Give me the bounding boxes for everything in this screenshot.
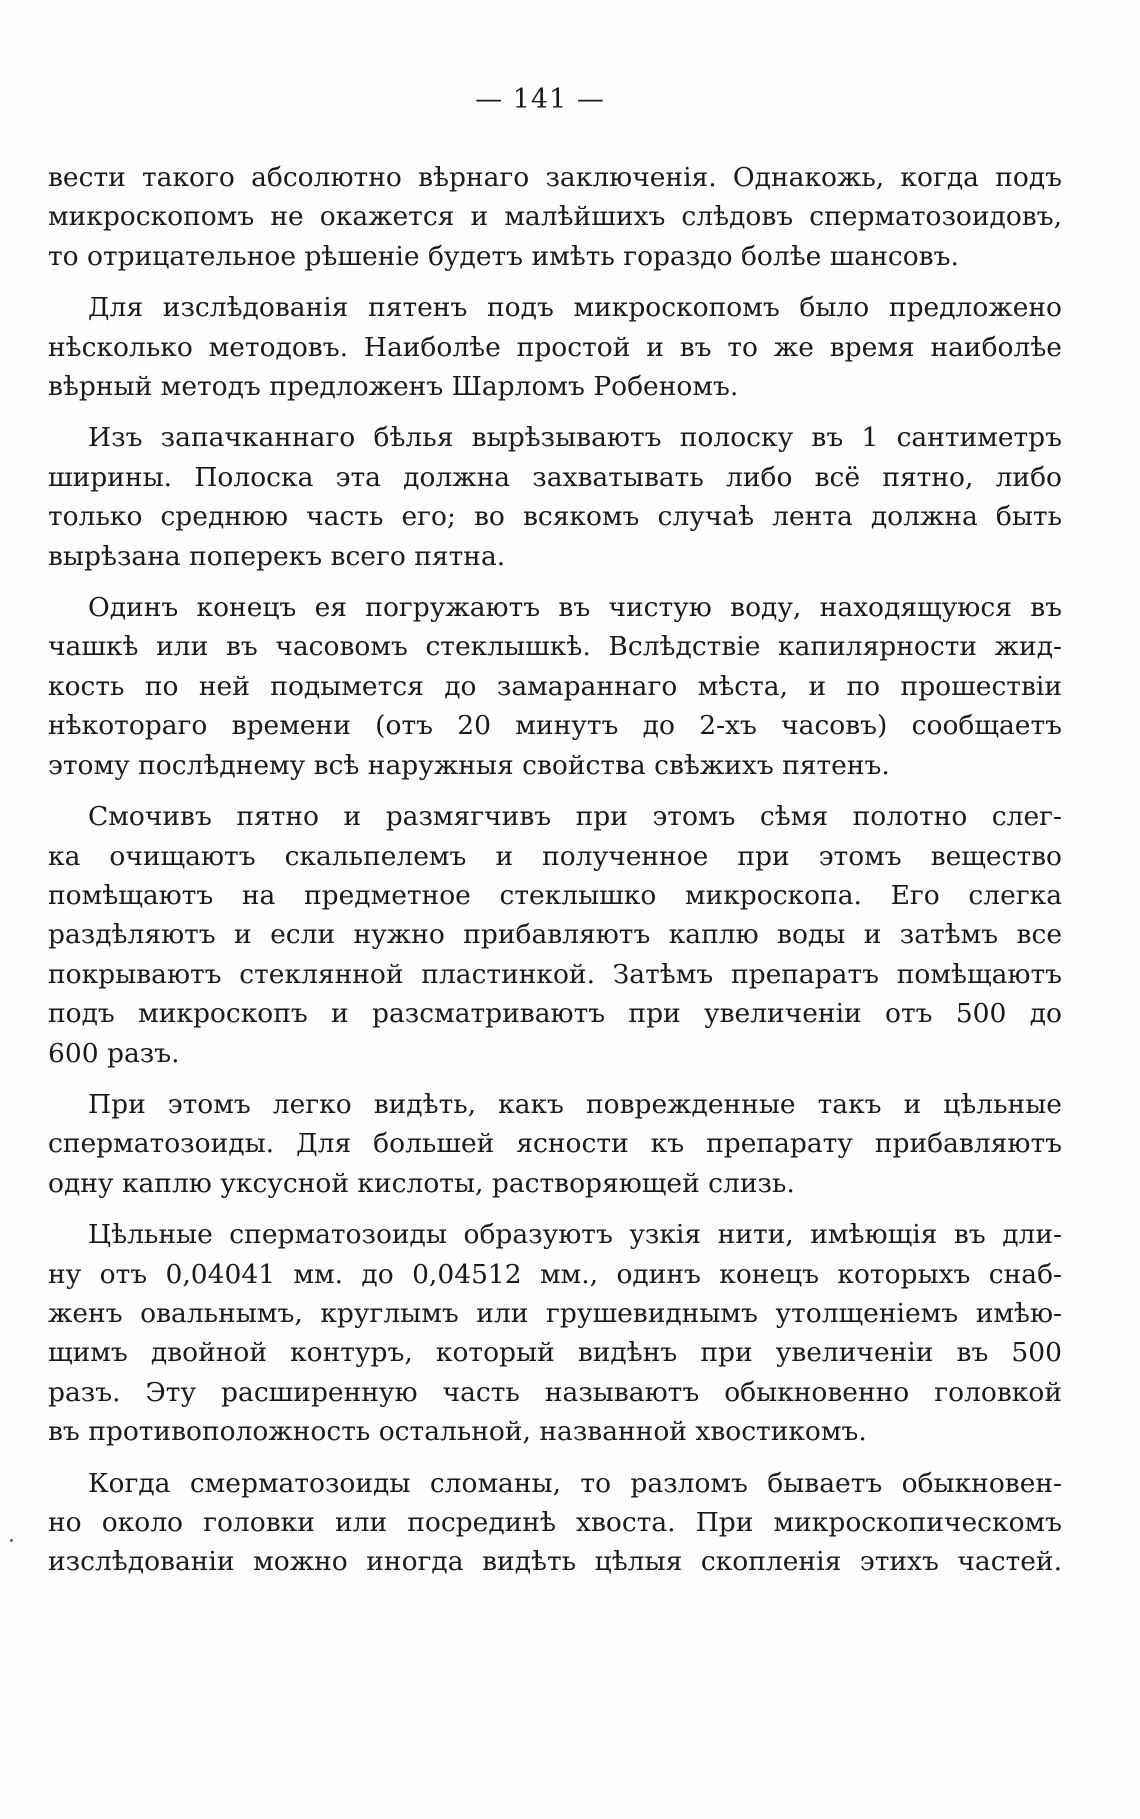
text-line: въ противоположность остальной, названной хвостикомъ. (48, 1416, 867, 1448)
paragraph-1 (48, 158, 1062, 276)
paragraph-6 (48, 1085, 1062, 1203)
text-line: Одинъ конецъ ея погружаютъ въ чистую воду, находящуюся въ (88, 592, 1062, 624)
text-line: одну каплю уксусной кислоты, растворяющей слизь. (48, 1167, 795, 1199)
paper-speck (10, 1539, 13, 1542)
text-line: изслѣдованіи можно иногда видѣть цѣлыя скопленія этихъ частей. (48, 1546, 1062, 1578)
paragraph-5 (48, 797, 1062, 1073)
text-line: Для изслѣдованія пятенъ подъ микроскопомъ было предложено (88, 292, 1062, 324)
text-line: ширины. Полоска эта должна захватывать либо всё пятно, либо (48, 461, 1062, 493)
paragraph-4 (48, 588, 1062, 785)
text-line: то отрицательное рѣшеніе будетъ имѣть гораздо болѣе шансовъ. (48, 240, 959, 272)
text-line: кость по ней подымется до замараннаго мѣста, и по прошествіи (48, 670, 1062, 702)
text-line: вырѣзана поперекъ всего пятна. (48, 540, 506, 572)
text-line: микроскопомъ не окажется и малѣйшихъ слѣдовъ сперматозоидовъ, (48, 201, 1062, 233)
text-line: разъ. Эту расширенную часть называютъ обыкновенно головкой (48, 1376, 1062, 1408)
text-line: щимъ двойной контуръ, который видѣнъ при увеличеніи въ 500 (48, 1337, 1062, 1369)
text-line: только среднюю часть его; во всякомъ случаѣ лента должна быть (48, 501, 1062, 533)
text-line: При этомъ легко видѣть, какъ поврежденные такъ и цѣльные (88, 1088, 1062, 1120)
text-line: вести такого абсолютно вѣрнаго заключенія. Однакожь, когда подъ (48, 162, 1062, 193)
paragraph-2 (48, 288, 1062, 406)
text-line: нѣсколько методовъ. Наиболѣе простой и въ то же время наиболѣе (48, 331, 1062, 363)
text-line: ка очищаютъ скальпелемъ и полученное при этомъ вещество (48, 840, 1062, 872)
text-line: ну отъ 0,04041 мм. до 0,04512 мм., одинъ конецъ которыхъ снаб- (48, 1258, 1062, 1290)
text-line: вѣрный методъ предложенъ Шарломъ Робеномъ. (48, 371, 739, 403)
text-line: чашкѣ или въ часовомъ стеклышкѣ. Вслѣдствіе капилярности жид- (48, 631, 1062, 663)
text-line: нѣкотораго времени (отъ 20 минутъ до 2-хъ часовъ) сообщаетъ (48, 710, 1062, 742)
body-text (48, 158, 1062, 1582)
text-line: 600 разъ. (48, 1037, 180, 1069)
text-line: Цѣльные сперматозоиды образуютъ узкія нити, имѣющія въ дли- (88, 1219, 1062, 1251)
text-line: Когда смерматозоиды сломаны, то разломъ бываетъ обыкновен- (88, 1467, 1062, 1499)
text-line: женъ овальнымъ, круглымъ или грушевиднымъ утолщеніемъ имѣю- (48, 1297, 1062, 1329)
text-line: покрываютъ стеклянной пластинкой. Затѣмъ препаратъ помѣщаютъ (48, 958, 1062, 990)
text-line: Смочивъ пятно и размягчивъ при этомъ сѣмя полотно слег- (88, 801, 1062, 833)
text-line: раздѣляютъ и если нужно прибавляютъ каплю воды и затѣмъ все (48, 919, 1062, 951)
paragraph-8 (48, 1464, 1062, 1582)
text-line: помѣщаютъ на предметное стеклышко микроскопа. Его слегка (48, 879, 1062, 911)
text-line: подъ микроскопъ и разсматриваютъ при увеличеніи отъ 500 до (48, 998, 1062, 1030)
text-line: сперматозоиды. Для большей ясности къ препарату прибавляютъ (48, 1128, 1062, 1160)
paragraph-3 (48, 418, 1062, 576)
text-line: Изъ запачканнаго бѣлья вырѣзываютъ полоску въ 1 сантиметръ (88, 422, 1062, 454)
paragraph-7 (48, 1215, 1062, 1451)
text-line: но около головки или посрединѣ хвоста. При микроскопическомъ (48, 1507, 1062, 1538)
text-line: этому послѣднему всѣ наружныя свойства свѣжихъ пятенъ. (48, 749, 890, 781)
page-number: — 141 — (475, 84, 605, 115)
